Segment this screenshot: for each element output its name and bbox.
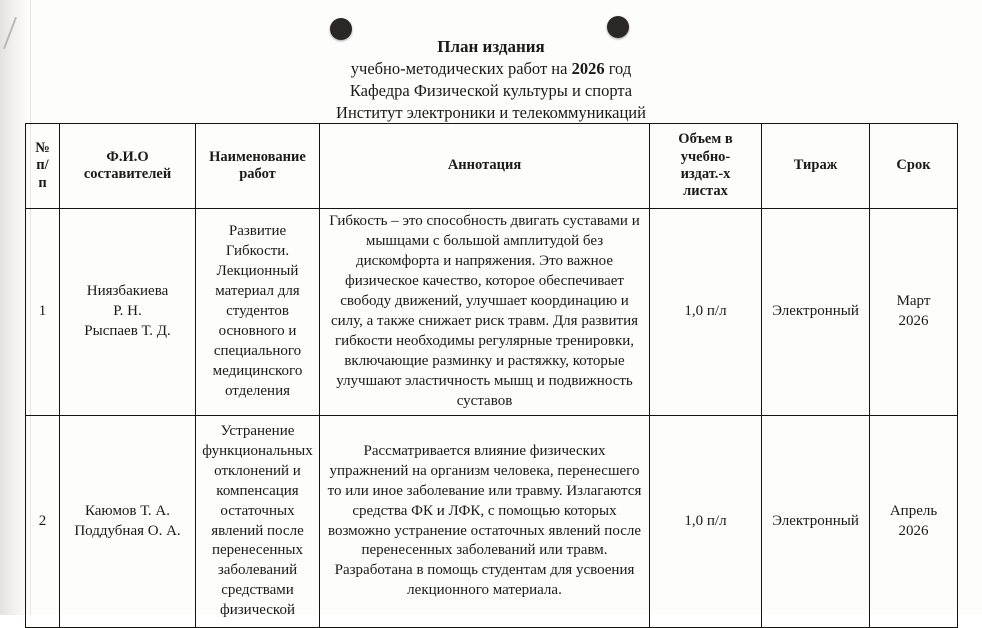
cell-authors-line-2: Р. Н. bbox=[113, 303, 142, 320]
column-header-volume-line-3: издат.-х bbox=[680, 166, 731, 182]
column-header-volume bbox=[650, 124, 762, 209]
cell-row-number: 1 bbox=[26, 209, 60, 416]
subtitle-year: 2026 bbox=[571, 59, 605, 79]
column-header-authors-line-1: Ф.И.О bbox=[106, 148, 149, 165]
column-header-term: Срок bbox=[870, 124, 958, 209]
table-row bbox=[26, 209, 958, 416]
column-header-authors-line-2: составителей bbox=[83, 166, 172, 182]
cell-term-year: 2026 bbox=[898, 522, 929, 539]
column-header-authors bbox=[60, 124, 196, 209]
column-header-number-line-1: № bbox=[35, 139, 50, 156]
column-header-work-name bbox=[196, 124, 320, 209]
table-row bbox=[26, 416, 958, 628]
cell-volume: 1,0 п/л bbox=[650, 209, 762, 416]
publication-plan-table bbox=[25, 123, 958, 628]
column-header-work-name-line-2: работ bbox=[239, 166, 276, 182]
cell-work-name: Устранение функциональных отклонений и компенсация остаточных явлений после перенесенных заболеваний средствами физической bbox=[196, 416, 320, 628]
document-subtitle-department: Кафедра Физической культуры и спорта bbox=[349, 81, 633, 101]
cell-annotation: Гибкость – это способность двигать суставами и мышцами с большой амплитудой без дискомфорта и напряжения. Это важное физическое качество, которое обеспечивает свободу движений, улучшает координацию и силу, а также снижает риск травм. Для развития гибкости необходимы регулярные тренировки, включающие разминку и растяжку, которые улучшают эластичность мышц и подвижность суставов bbox=[320, 209, 650, 416]
cell-term-month: Март bbox=[896, 293, 931, 310]
cell-authors-line-2: Поддубная О. А. bbox=[74, 522, 181, 539]
cell-annotation: Рассматривается влияние физических упражнений на организм человека, перенесшего то или иное заболевание или травму. Излагаются средства ФК и ЛФК, с помощью которых возможно устранение остаточных явлений после перенесенных заболеваний или травм. Разработана в помощь студентам для усвоения лекционного материала. bbox=[320, 416, 650, 628]
cell-authors-line-1: Ниязбакиева bbox=[86, 283, 169, 300]
column-header-number-line-2: п/ bbox=[36, 157, 49, 174]
table-header-row bbox=[26, 124, 958, 209]
column-header-tirazh: Тираж bbox=[762, 124, 870, 209]
cell-authors bbox=[60, 416, 196, 628]
page-title: План издания bbox=[437, 37, 545, 56]
subtitle-suffix: год bbox=[604, 59, 632, 79]
cell-work-name: Развитие Гибкости. Лекционный материал для студентов основного и специального медицинского отделения bbox=[196, 209, 320, 416]
cell-term bbox=[870, 209, 958, 416]
document-subtitle-institute: Институт электроники и телекоммуникаций bbox=[336, 102, 646, 122]
column-header-number-line-3: п bbox=[38, 174, 47, 191]
column-header-annotation: Аннотация bbox=[320, 124, 650, 209]
cell-tirazh: Электронный bbox=[762, 416, 870, 628]
column-header-number bbox=[26, 124, 60, 209]
binder-hole-right-icon bbox=[607, 16, 629, 38]
document-heading bbox=[0, 36, 982, 124]
cell-authors bbox=[60, 209, 196, 416]
cell-volume: 1,0 п/л bbox=[650, 416, 762, 628]
cell-term-month: Апрель bbox=[889, 502, 938, 519]
cell-authors-line-1: Каюмов Т. А. bbox=[84, 502, 171, 519]
cell-authors-line-3: Рыспаев Т. Д. bbox=[84, 322, 171, 339]
cell-term-year: 2026 bbox=[898, 313, 929, 329]
column-header-volume-line-2: учебно- bbox=[680, 148, 731, 165]
subtitle-prefix: учебно-методических работ на bbox=[350, 59, 572, 79]
cell-row-number: 2 bbox=[26, 416, 60, 628]
cell-term bbox=[870, 416, 958, 628]
cell-tirazh: Электронный bbox=[762, 209, 870, 416]
column-header-work-name-line-1: Наименование bbox=[209, 148, 306, 165]
column-header-volume-line-1: Объем в bbox=[678, 131, 733, 148]
column-header-volume-line-4: листах bbox=[683, 183, 728, 200]
document-subtitle-year-line bbox=[0, 58, 982, 80]
